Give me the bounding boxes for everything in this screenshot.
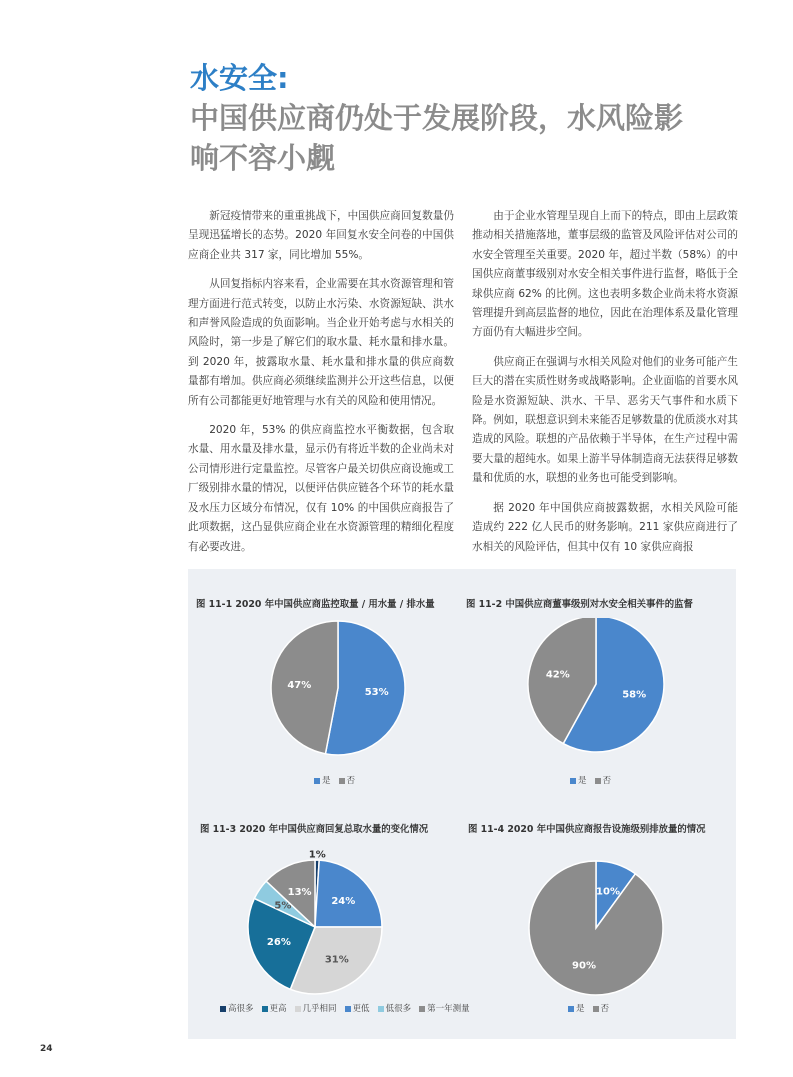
slice-label-0: 58% bbox=[622, 689, 647, 701]
slice-label-0: 10% bbox=[596, 886, 620, 898]
legend-swatch bbox=[345, 1006, 351, 1012]
legend-item bbox=[378, 1004, 412, 1014]
title-line-2: 中国供应商仍处于发展阶段，水风险影 bbox=[190, 101, 684, 135]
chart-legend bbox=[314, 774, 363, 786]
figures-panel bbox=[188, 569, 736, 1039]
paragraph: 供应商正在强调与水相关风险对他们的业务可能产生巨大的潜在实质性财务或战略影响。企业面临的首要水风险是水资源短缺、洪水、干旱、恶劣天气事件和水质下降。例如，联想意识到未来能否足够数量的优质淡水对其造成的风险。联想的产品依赖于半导体，在生产过程中需要大量的超纯水。如果上游半导体制造商无法获得足够数量和优质的水，联想的业务也可能受到影响。 bbox=[472, 355, 738, 485]
figure-title: 图 11-4 2020 年中国供应商报告设施级别排放量的情况 bbox=[468, 824, 706, 835]
legend-label: 更高 bbox=[269, 1004, 287, 1014]
page-number: 24 bbox=[40, 1044, 53, 1054]
left-text-column bbox=[188, 207, 454, 567]
title-line-3: 响不容小觑 bbox=[190, 141, 336, 175]
legend-label: 是 bbox=[576, 1004, 585, 1014]
legend-swatch bbox=[339, 778, 345, 784]
figure-11-1 bbox=[196, 596, 464, 796]
slice-label-5: 13% bbox=[287, 886, 312, 898]
legend-label: 第一年测量 bbox=[427, 1004, 470, 1014]
legend-label: 否 bbox=[600, 1004, 610, 1014]
slice-label-1: 42% bbox=[545, 669, 570, 681]
figure-11-4 bbox=[468, 821, 736, 1031]
legend-item bbox=[295, 1004, 337, 1014]
legend-item bbox=[262, 1004, 287, 1014]
slice-label-1: 90% bbox=[572, 960, 596, 972]
slice-label-0: 1% bbox=[308, 849, 326, 861]
page-title bbox=[190, 58, 750, 178]
chart-legend bbox=[570, 774, 619, 786]
legend-item bbox=[568, 1004, 585, 1014]
figure-title: 图 11-1 2020 年中国供应商监控取量 / 用水量 / 排水量 bbox=[196, 599, 435, 610]
legend-label: 否 bbox=[346, 776, 356, 786]
slice-label-1: 24% bbox=[331, 895, 356, 907]
legend-swatch bbox=[262, 1006, 268, 1012]
legend-label: 低很多 bbox=[385, 1004, 412, 1014]
legend-item bbox=[419, 1004, 470, 1014]
legend-item bbox=[314, 776, 331, 786]
legend-item bbox=[345, 1004, 370, 1014]
legend-item bbox=[339, 776, 356, 786]
chart-legend bbox=[568, 1002, 617, 1014]
legend-label: 几乎相同 bbox=[302, 1004, 337, 1014]
pie-slice-1 bbox=[529, 861, 663, 995]
slice-label-4: 5% bbox=[274, 900, 292, 912]
legend-label: 是 bbox=[322, 776, 331, 786]
legend-swatch bbox=[419, 1006, 425, 1012]
pie-chart-11-3 bbox=[200, 843, 468, 1013]
legend-swatch bbox=[568, 1006, 574, 1012]
title-line-1: 水安全: bbox=[190, 61, 289, 95]
slice-label-3: 26% bbox=[266, 936, 291, 948]
legend-swatch bbox=[220, 1006, 226, 1012]
legend-label: 否 bbox=[602, 776, 612, 786]
legend-swatch bbox=[593, 1006, 599, 1012]
slice-label-1: 47% bbox=[287, 679, 312, 691]
legend-item bbox=[593, 1004, 610, 1014]
figure-title: 图 11-2 中国供应商董事级别对水安全相关事件的监督 bbox=[466, 599, 693, 610]
figure-11-3 bbox=[200, 821, 468, 1031]
pie-chart-11-2 bbox=[466, 618, 734, 788]
legend-swatch bbox=[295, 1006, 301, 1012]
legend-label: 是 bbox=[578, 776, 587, 786]
legend-item bbox=[595, 776, 612, 786]
pie-chart-11-4 bbox=[468, 843, 736, 1013]
legend-swatch bbox=[314, 778, 320, 784]
slice-label-0: 53% bbox=[364, 687, 389, 699]
slice-label-2: 31% bbox=[324, 954, 349, 966]
paragraph: 据 2020 年中国供应商披露数据，水相关风险可能造成约 222 亿人民币的财务影响。211 家供应商进行了水相关的风险评估，但其中仅有 10 家供应商报 bbox=[472, 501, 738, 553]
paragraph: 由于企业水管理呈现自上而下的特点，即由上层政策推动相关措施落地，董事层级的监管及风险评估对公司的水安全管理至关重要。2020 年，超过半数（58%）的中国供应商董事级别对水安全相关事件进行监督，略低于全球供应商 62% 的比例。这也表明多数企业尚未将水资源管理提升到高层监督的地位，因此在治理体系及量化管理方面仍有大幅进步空间。 bbox=[472, 210, 738, 339]
legend-swatch bbox=[570, 778, 576, 784]
paragraph: 从回复指标内容来看，企业需要在其水资源管理和管理方面进行范式转变，以防止水污染、水资源短缺、洪水和声誉风险造成的负面影响。当企业开始考虑与水相关的风险时，第一步是了解它们的取水量、耗水量和排水量。到 2020 年，披露取水量、耗水量和排水量的供应商数量都有增加。供应商必须继续监测并公开这些信息，以便所有公司都能更好地管理与水有关的风险和使用情况。 bbox=[188, 278, 454, 407]
pie-slice-1 bbox=[315, 860, 382, 927]
legend-label: 高很多 bbox=[228, 1004, 254, 1014]
legend-label: 更低 bbox=[352, 1004, 370, 1014]
paragraph: 2020 年，53% 的供应商监控水平衡数据，包含取水量、用水量及排水量，显示仍有将近半数的企业尚未对公司情形进行定量监控。尽管客户最关切供应商设施或工厂级别排水量的情况，以便评估供应链各个环节的耗水量及水压力区域分布情况，仅有 10% 的中国供应商报告了此项数据，这凸显供应商企业在水资源管理的精细化程度有必要改进。 bbox=[188, 424, 454, 553]
right-text-column bbox=[472, 207, 738, 563]
figure-11-2 bbox=[466, 596, 734, 796]
legend-swatch bbox=[378, 1006, 384, 1012]
paragraph: 新冠疫情带来的重重挑战下，中国供应商回复数量仍呈现迅猛增长的态势。2020 年回复水安全问卷的中国供应商企业共 317 家，同比增加 55%。 bbox=[188, 210, 454, 261]
pie-chart-11-1 bbox=[196, 618, 464, 788]
legend-swatch bbox=[595, 778, 601, 784]
chart-legend bbox=[220, 1002, 478, 1014]
legend-item bbox=[220, 1004, 254, 1014]
figure-title: 图 11-3 2020 年中国供应商回复总取水量的变化情况 bbox=[200, 824, 429, 835]
legend-item bbox=[570, 776, 587, 786]
